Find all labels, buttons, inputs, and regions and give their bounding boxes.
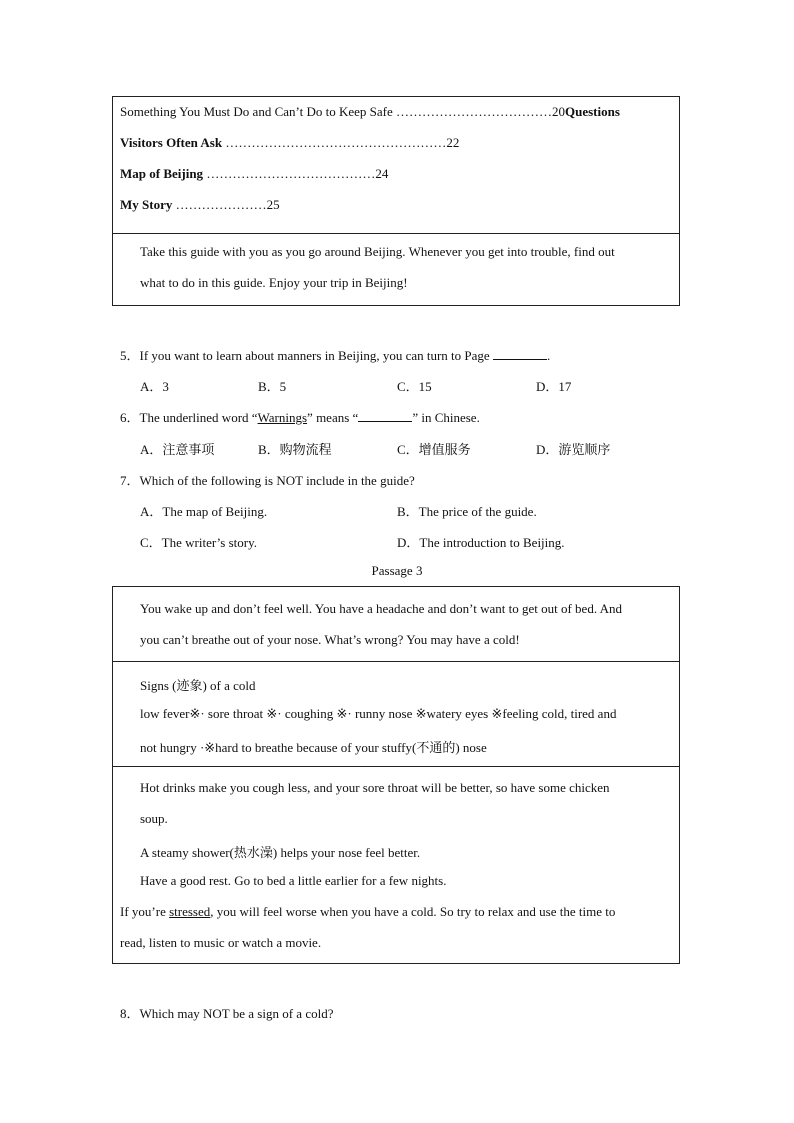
- guide-contents-box: [112, 96, 680, 306]
- question-8: 8．Which may NOT be a sign of a cold?: [120, 1006, 334, 1021]
- signs-title: Signs (迹象) of a cold: [140, 678, 256, 693]
- answer-blank: [493, 347, 547, 360]
- passage-intro-section: [113, 587, 679, 661]
- toc-line-questions: Visitors Often Ask ……………………………………………22: [120, 135, 460, 150]
- q5-option-c: C．15: [397, 379, 432, 394]
- tips-line: Hot drinks make you cough less, and your sore throat will be better, so have some chicken: [140, 780, 610, 795]
- answer-blank: [358, 409, 412, 422]
- q7-option-a: A．The map of Beijing.: [140, 504, 268, 519]
- q7-option-c: C．The writer’s story.: [140, 535, 257, 550]
- tips-line: read, listen to music or watch a movie.: [120, 935, 322, 950]
- passage-line: you can’t breathe out of your nose. What’s wrong? You may have a cold!: [140, 632, 520, 647]
- q7-option-d: D．The introduction to Beijing.: [397, 535, 565, 550]
- q5-option-b: B．5: [258, 379, 287, 394]
- passage-line: You wake up and don’t feel well. You have a headache and don’t want to get out of bed. And: [140, 601, 622, 616]
- signs-line: low fever※· sore throat ※· coughing ※· runny nose ※watery eyes ※feeling cold, tired and: [140, 706, 617, 721]
- tips-line: soup.: [140, 811, 168, 826]
- guide-note-section: [113, 233, 679, 305]
- q7-option-b: B．The price of the guide.: [397, 504, 537, 519]
- q6-option-a: A．注意事项: [140, 442, 215, 457]
- q6-option-c: C．增值服务: [397, 442, 471, 457]
- toc-section: [113, 97, 679, 233]
- q5-option-d: D．17: [536, 379, 572, 394]
- passage-3-box: [112, 586, 680, 964]
- q6-option-b: B．购物流程: [258, 442, 332, 457]
- guide-note-line: Take this guide with you as you go around Beijing. Whenever you get into trouble, find out: [140, 244, 615, 259]
- signs-line: not hungry ·※hard to breathe because of your stuffy(不通的) nose: [140, 740, 487, 755]
- toc-line-story: My Story …………………25: [120, 197, 280, 212]
- tips-line: A steamy shower(热水澡) helps your nose feel better.: [140, 845, 421, 860]
- tips-line: If you’re stressed, you will feel worse when you have a cold. So try to relax and use the time to: [120, 904, 616, 919]
- cold-tips-section: [113, 766, 679, 963]
- question-6: 6．The underlined word “Warnings” means “ ” in Chinese.: [120, 410, 480, 425]
- underlined-word: Warnings: [257, 410, 308, 425]
- guide-note-line: what to do in this guide. Enjoy your trip in Beijing!: [140, 275, 408, 290]
- question-5: 5．If you want to learn about manners in Beijing, you can turn to Page .: [120, 348, 551, 363]
- underlined-word: stressed: [169, 904, 211, 919]
- tips-line: Have a good rest. Go to bed a little earlier for a few nights.: [140, 873, 447, 888]
- question-7: 7．Which of the following is NOT include in the guide?: [120, 473, 415, 488]
- q6-option-d: D．游览顺序: [536, 442, 611, 457]
- cold-signs-section: [113, 661, 679, 766]
- q5-option-a: A．3: [140, 379, 169, 394]
- toc-line-map: Map of Beijing …………………………………24: [120, 166, 389, 181]
- toc-line-safety: Something You Must Do and Can’t Do to Keep Safe ………………………………20Questions: [120, 104, 620, 119]
- passage-title: Passage 3: [371, 563, 423, 578]
